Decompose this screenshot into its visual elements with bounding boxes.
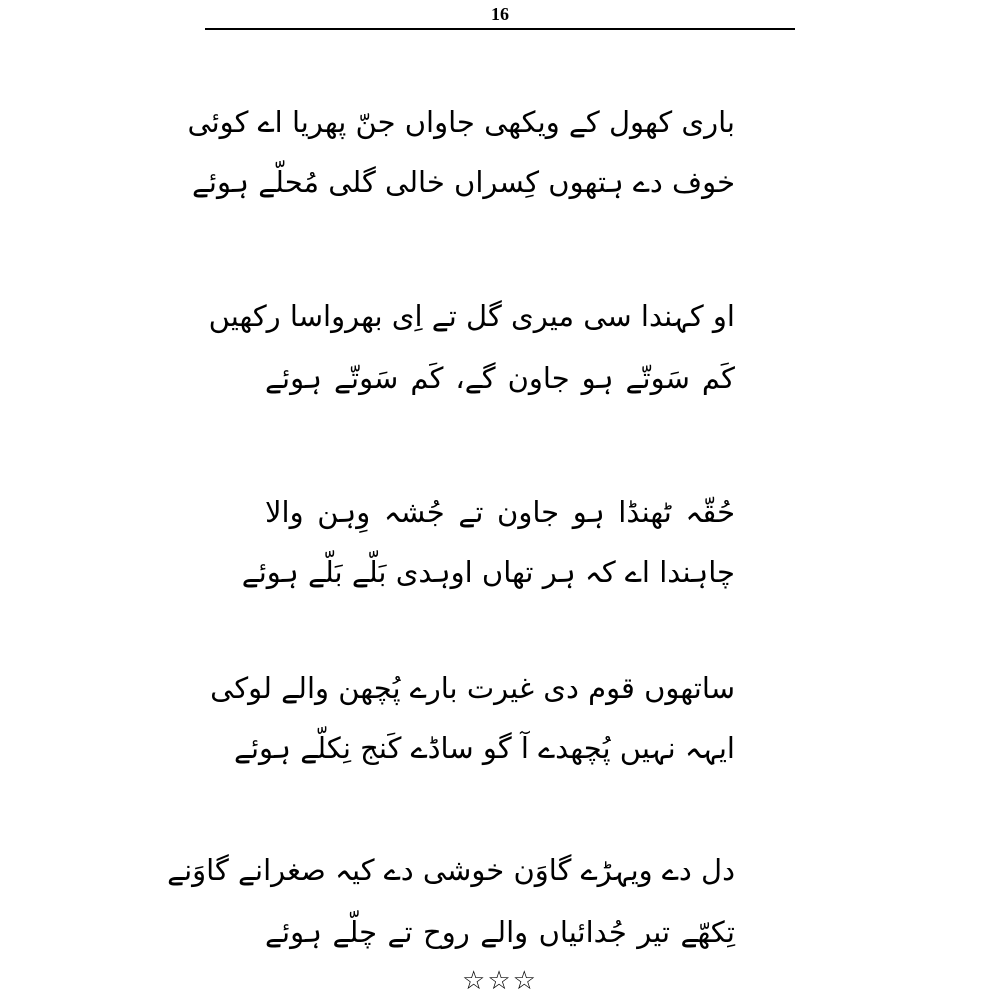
closing-stars: ☆☆☆ [462,966,538,996]
stanza-3-line-2: چاہندا اے کہ ہر تھاں اوہدی بَلّے بَلّے ہوئے [241,555,735,589]
page-number: 16 [491,4,509,24]
stanza-4-line-2: ایہہ نہیں پُچھدے آ گو ساڈے کَنج نِکلّے ہوئے [233,731,735,765]
stanza-2-line-2: کَم سَوتّے ہو جاون گے، کَم سَوتّے ہوئے [265,361,735,395]
stanza-4-line-1: ساتھوں قوم دی غیرت بارے پُچھن والے لوکی [210,671,735,705]
stanza-3-line-1: حُقّہ ٹھنڈا ہو جاون تے جُشہ وِہن والا [265,495,735,529]
stanza-2-line-1: او کہندا سی میری گل تے اِی بھرواسا رکھیں [208,299,735,333]
stanza-1-line-2: خوف دے ہتھوں کِسراں خالی گلی مُحلّے ہوئے [191,165,735,199]
stanza-5-line-2: تِکھّے تیر جُدائیاں والے روح تے چلّے ہوئے [265,915,735,949]
header-rule [205,28,795,30]
stanza-1-line-1: باری کھول کے ویکھی جاواں جنّ پھریا اے کوئی [187,105,735,139]
stanza-5-line-1: دل دے ویہڑے گاوَن خوشی دے کیہ صغرانے گاوَنے [167,853,735,887]
